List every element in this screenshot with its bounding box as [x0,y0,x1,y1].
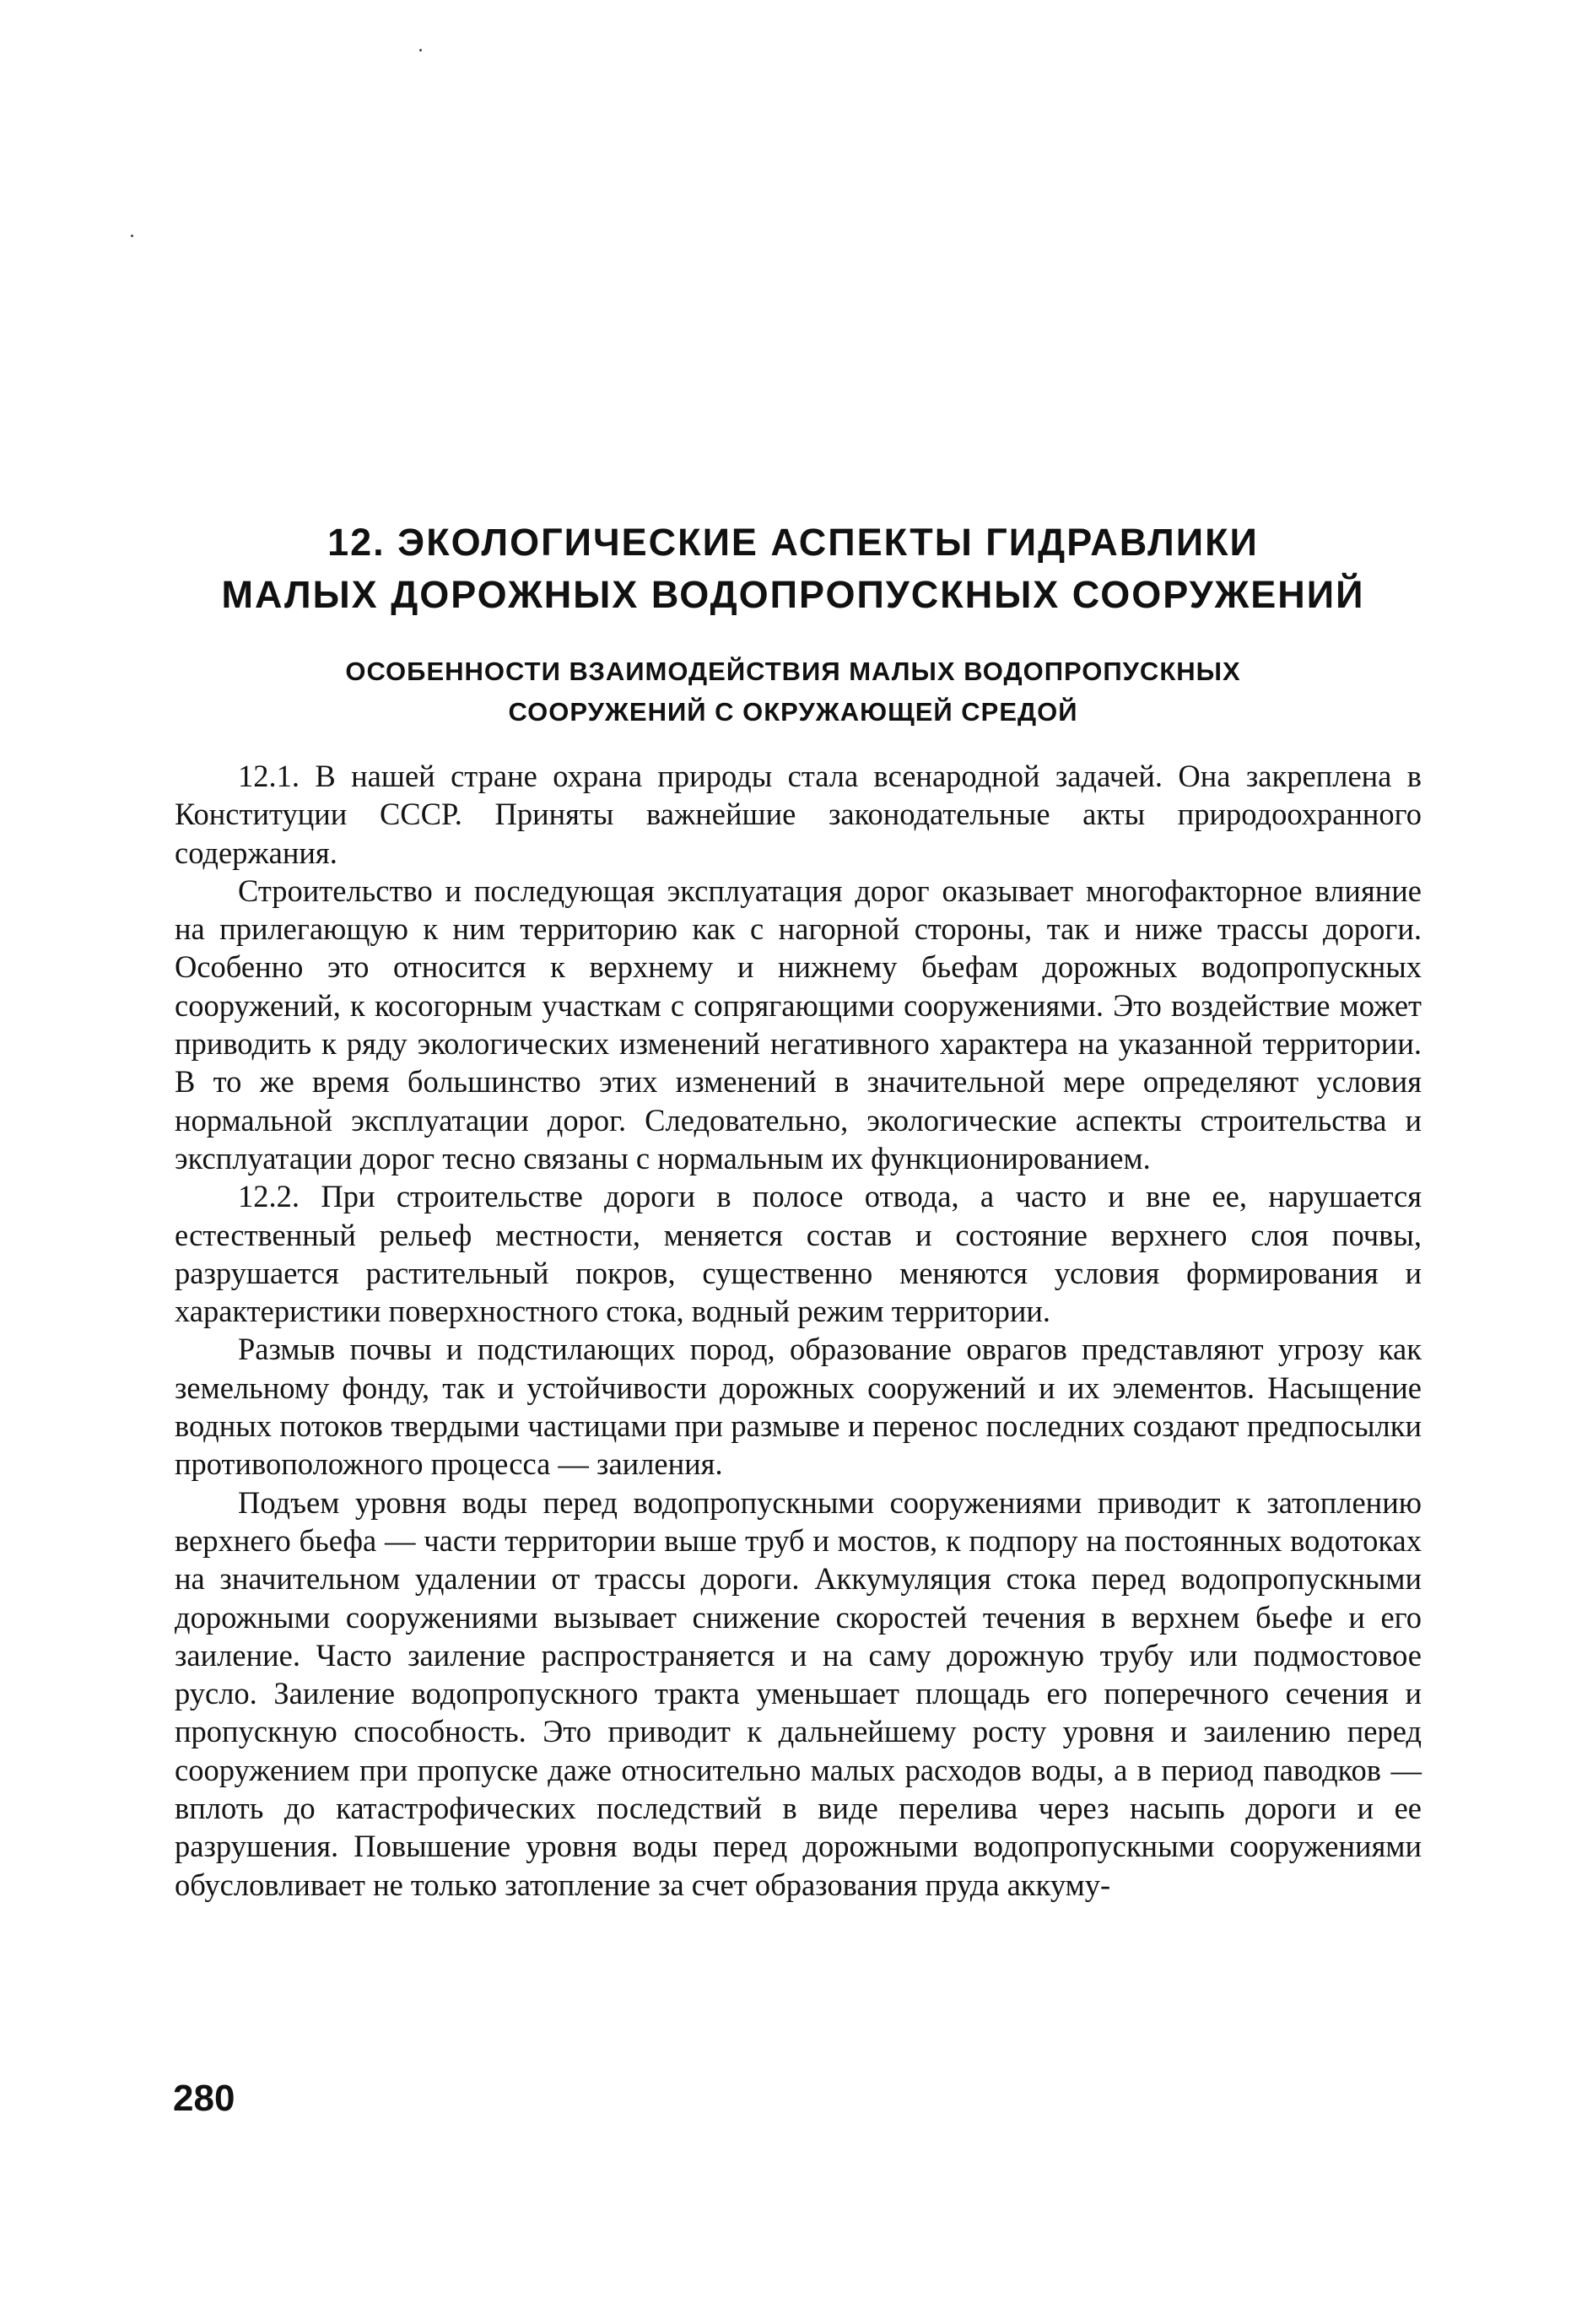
section-title-line-1: ОСОБЕННОСТИ ВЗАИМОДЕЙСТВИЯ МАЛЫХ ВОДОПРОПУСКНЫХ [345,657,1241,686]
paragraph: Размыв почвы и подстилающих пород, образование оврагов представляют угрозу как земельному фонду, так и устойчивости дорожных сооружений и их элементов. Насыщение водных потоков твердыми частицами при размыве и перенос последних создают предпосылки противоположного процесса — заиления. [175,1332,1422,1482]
scan-speck [131,235,133,237]
section-title-line-2: СООРУЖЕНИЙ С ОКРУЖАЮЩЕЙ СРЕДОЙ [508,697,1078,727]
paragraph: Подъем уровня воды перед водопропускными сооружениями приводит к затоплению верхнего бьефа — части территории выше труб и мостов, к подпору на постоянных водотоках на значительном удалении от трассы дороги. Аккумуляция стока перед водопропускными дорожными сооружениями вызывает снижение скоростей течения в верхнем бьефе и его заиление. Часто заиление распространяется и на саму дорожную трубу или подмостовое русло. Заиление водопропускного тракта уменьшает площадь его поперечного сечения и пропускную способность. Это приводит к дальнейшему росту уровня и заилению перед сооружением при пропуске даже относительно малых расходов воды, а в период паводков — вплоть до катастрофических последствий в виде перелива через насыпь дороги и ее разрушения. Повышение уровня воды перед дорожными водопропускными сооружениями обусловливает не только затопление за счет образования пруда аккуму- [175,1484,1422,1902]
page-number: 280 [173,2078,235,2119]
chapter-title [169,516,1417,621]
chapter-title-line-2: МАЛЫХ ДОРОЖНЫХ ВОДОПРОПУСКНЫХ СООРУЖЕНИЙ [221,573,1365,616]
paragraph-12-2: 12.2. При строительстве дороги в полосе отвода, а часто и вне ее, нарушается естественный рельеф местности, меняется состав и состояние верхнего слоя почвы, разрушается растительный покров, существенно меняются условия формирования и характеристики поверхностного стока, водный режим территории. [175,1179,1422,1329]
paragraph: Строительство и последующая эксплуатация дорог оказывает многофакторное влияние на прилегающую к ним территорию как с нагорной стороны, так и ниже трассы дороги. Особенно это относится к верхнему и нижнему бьефам дорожных водопропускных сооружений, к косогорным участкам с сопрягающими сооружениями. Это воздействие может приводить к ряду экологических изменений негативного характера на указанной территории. В то же время большинство этих изменений в значительной мере определяют условия нормальной эксплуатации дорог. Следовательно, экологические аспекты строительства и эксплуатации дорог тесно связаны с нормальным их функционированием. [175,873,1422,1176]
body-text [175,757,1422,1904]
section-title [169,651,1417,732]
scan-speck [419,49,422,51]
paragraph-12-1: 12.1. В нашей стране охрана природы стала всенародной задачей. Она закреплена в Конституции СССР. Приняты важнейшие законодательные акты природоохранного содержания. [175,759,1422,870]
chapter-title-line-1: 12. ЭКОЛОГИЧЕСКИЕ АСПЕКТЫ ГИДРАВЛИКИ [327,521,1259,564]
